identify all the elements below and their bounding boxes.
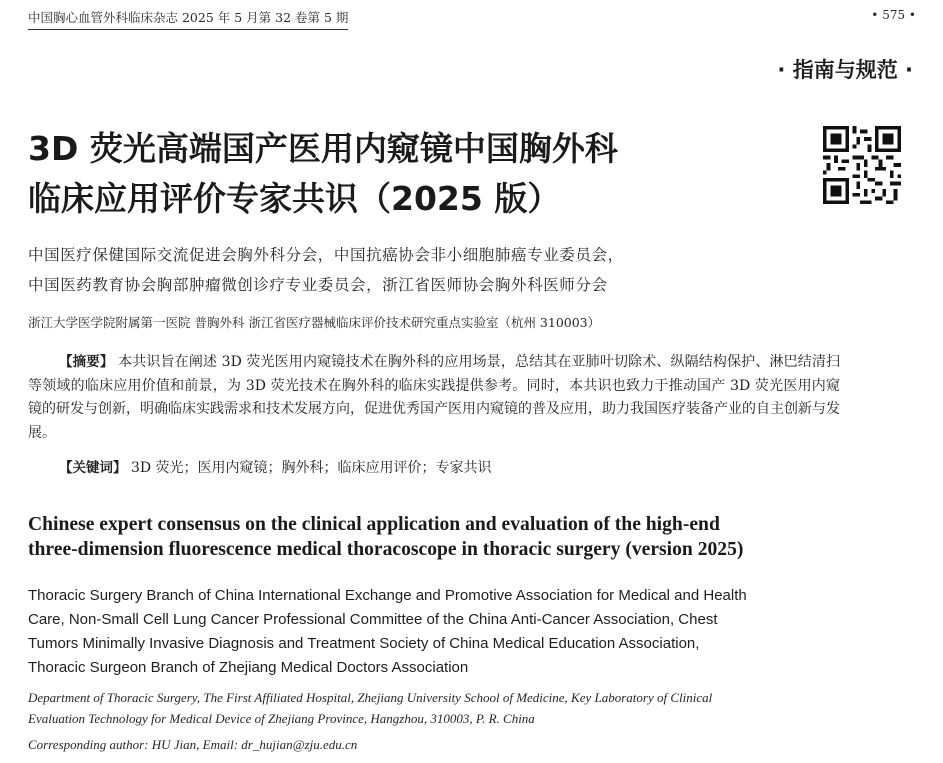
chinese-affiliation: 浙江大学医学院附属第一医院 普胸外科 浙江省医疗器械临床评价技术研究重点实验室（杭州 310003）	[28, 315, 601, 330]
qr-code-icon	[821, 126, 903, 204]
english-authors-line-2: Care, Non-Small Cell Lung Cancer Professional Committee of the China Anti-Cancer Association, Chest	[28, 611, 718, 628]
chinese-keywords	[59, 456, 859, 477]
section-label: · 指南与规范 ·	[777, 58, 913, 82]
english-authors-line-3: Tumors Minimally Invasive Diagnosis and Treatment Society of China Medical Education Association,	[28, 635, 700, 652]
english-authors-line-1: Thoracic Surgery Branch of China International Exchange and Promotive Association for Medical and Health	[28, 587, 747, 604]
english-authors-line-4: Thoracic Surgeon Branch of Zhejiang Medical Doctors Association	[28, 659, 469, 676]
chinese-authors-line-1: 中国医疗保健国际交流促进会胸外科分会，中国抗癌协会非小细胞肺癌专业委员会，	[28, 246, 624, 264]
chinese-title-line-1: 3D 荧光高端国产医用内窥镜中国胸外科	[28, 129, 618, 168]
keywords-text: 3D 荧光；医用内窥镜；胸外科；临床应用评价；专家共识	[130, 460, 492, 476]
abstract-label: 【摘要】	[59, 354, 114, 370]
english-title-line-2: three-dimension fluorescence medical thoracoscope in thoracic surgery (version 2025)	[28, 539, 744, 560]
keywords-label: 【关键词】	[59, 460, 127, 476]
journal-issue-line: 中国胸心血管外科临床杂志 2025 年 5 月第 32 卷第 5 期	[28, 8, 348, 30]
english-title-line-1: Chinese expert consensus on the clinical application and evaluation of the high-end	[28, 514, 720, 535]
chinese-abstract	[28, 351, 840, 445]
english-affiliation-line-1: Department of Thoracic Surgery, The First Affiliated Hospital, Zhejiang University School of Medicine, Key Laboratory of Clinical	[28, 690, 713, 705]
chinese-authors-line-2: 中国医药教育协会胸部肿瘤微创诊疗专业委员会，浙江省医师协会胸外科医师分会	[28, 276, 608, 294]
chinese-authors	[28, 240, 828, 300]
abstract-text: 本共识旨在阐述 3D 荧光医用内窥镜技术在胸外科的应用场景，总结其在亚肺叶切除术、纵隔结构保护、淋巴结清扫等领域的临床应用价值和前景，为 3D 荧光技术在胸外科的临床实践提供参考。同时，本共识也致力于推动国产 3D 荧光医用内窥镜的研发与创新，明确临床实践需求和技术发展方向，促进优秀国产医用内窥镜的普及应用，助力我国医疗装备产业的自主创新与发展。	[28, 354, 841, 441]
chinese-title-line-2: 临床应用评价专家共识（2025 版）	[28, 179, 561, 218]
english-title	[28, 512, 928, 562]
running-header	[28, 8, 916, 30]
english-affiliation	[28, 687, 928, 729]
page-number: • 575 •	[871, 8, 916, 22]
english-authors	[28, 584, 888, 680]
english-affiliation-line-2: Evaluation Technology for Medical Device of Zhejiang Province, Hangzhou, 310003, P. R. China	[28, 711, 535, 726]
corresponding-author: Corresponding author: HU Jian, Email: dr_hujian@zju.edu.cn	[28, 737, 358, 752]
chinese-title	[28, 124, 798, 224]
